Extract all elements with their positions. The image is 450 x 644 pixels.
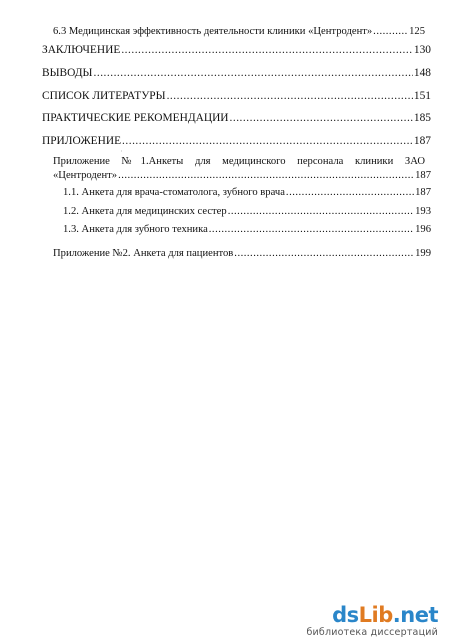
toc-entry-appendix-1-3[interactable] (63, 225, 431, 236)
dot-leader (286, 188, 414, 199)
dot-leader (373, 27, 408, 38)
watermark-subtitle: библиотека диссертаций (306, 627, 438, 638)
dot-leader (122, 136, 413, 147)
toc-label: 1.1. Анкета для врача-стоматолога, зубного врача (63, 187, 285, 198)
toc-page-number: 193 (415, 206, 431, 217)
toc-label: «Центродент» (53, 170, 118, 181)
toc-page-number: 151 (413, 90, 431, 102)
dot-leader (228, 207, 414, 218)
dslib-watermark[interactable] (306, 605, 438, 638)
logo-part-dot: . (392, 603, 401, 627)
dot-leader (230, 113, 413, 124)
toc-label: СПИСОК ЛИТЕРАТУРЫ (42, 90, 166, 102)
toc-entry-6-3[interactable] (53, 27, 425, 38)
toc-entry-appendix-1-line1[interactable]: Приложение №1.Анкеты для медицинского персонала клиники ЗАО (53, 156, 425, 167)
dot-leader (234, 249, 414, 260)
toc-entry-appendix-2[interactable] (53, 249, 431, 260)
dot-leader (209, 225, 414, 236)
toc-page-number: 187 (413, 135, 431, 147)
logo-part-net: net (400, 603, 438, 627)
toc-label: ПРИЛОЖЕНИЕ (42, 135, 122, 147)
toc-page-number: 199 (415, 248, 431, 259)
toc-entry-appendix-1-1[interactable] (63, 188, 431, 199)
scan-speck: ' (121, 151, 122, 156)
toc-page-number: 196 (415, 224, 431, 235)
toc-entry-conclusion[interactable] (42, 45, 431, 56)
dot-leader (118, 171, 414, 182)
toc-entry-appendix-1[interactable] (53, 171, 431, 182)
dslib-logo (306, 605, 438, 626)
toc-page-number: 125 (409, 26, 425, 37)
toc-page-number: 187 (415, 187, 431, 198)
toc-label: ВЫВОДЫ (42, 67, 93, 79)
toc-page-number: 185 (413, 112, 431, 124)
dot-leader (94, 68, 413, 79)
toc-entry-appendix[interactable] (42, 136, 431, 147)
toc-entry-recommendations[interactable] (42, 113, 431, 124)
toc-entry-findings[interactable] (42, 68, 431, 79)
toc-entry-references[interactable] (42, 91, 431, 102)
toc-label: 6.3 Медицинская эффективность деятельности клиники «Центродент» (53, 26, 373, 37)
logo-part-lib: Lib (358, 603, 393, 627)
toc-label: ПРАКТИЧЕСКИЕ РЕКОМЕНДАЦИИ (42, 112, 229, 124)
toc-page-number: 187 (415, 170, 431, 181)
dot-leader (121, 45, 413, 56)
toc-label: 1.3. Анкета для зубного техника (63, 224, 208, 235)
toc-page-number: 130 (413, 44, 431, 56)
toc-label: ЗАКЛЮЧЕНИЕ (42, 44, 121, 56)
toc-label: Приложение №2. Анкета для пациентов (53, 248, 234, 259)
toc-label: 1.2. Анкета для медицинских сестер (63, 206, 227, 217)
logo-part-ds: ds (332, 603, 359, 627)
toc-entry-appendix-1-2[interactable] (63, 207, 431, 218)
toc-page-number: 148 (413, 67, 431, 79)
dot-leader (167, 91, 413, 102)
